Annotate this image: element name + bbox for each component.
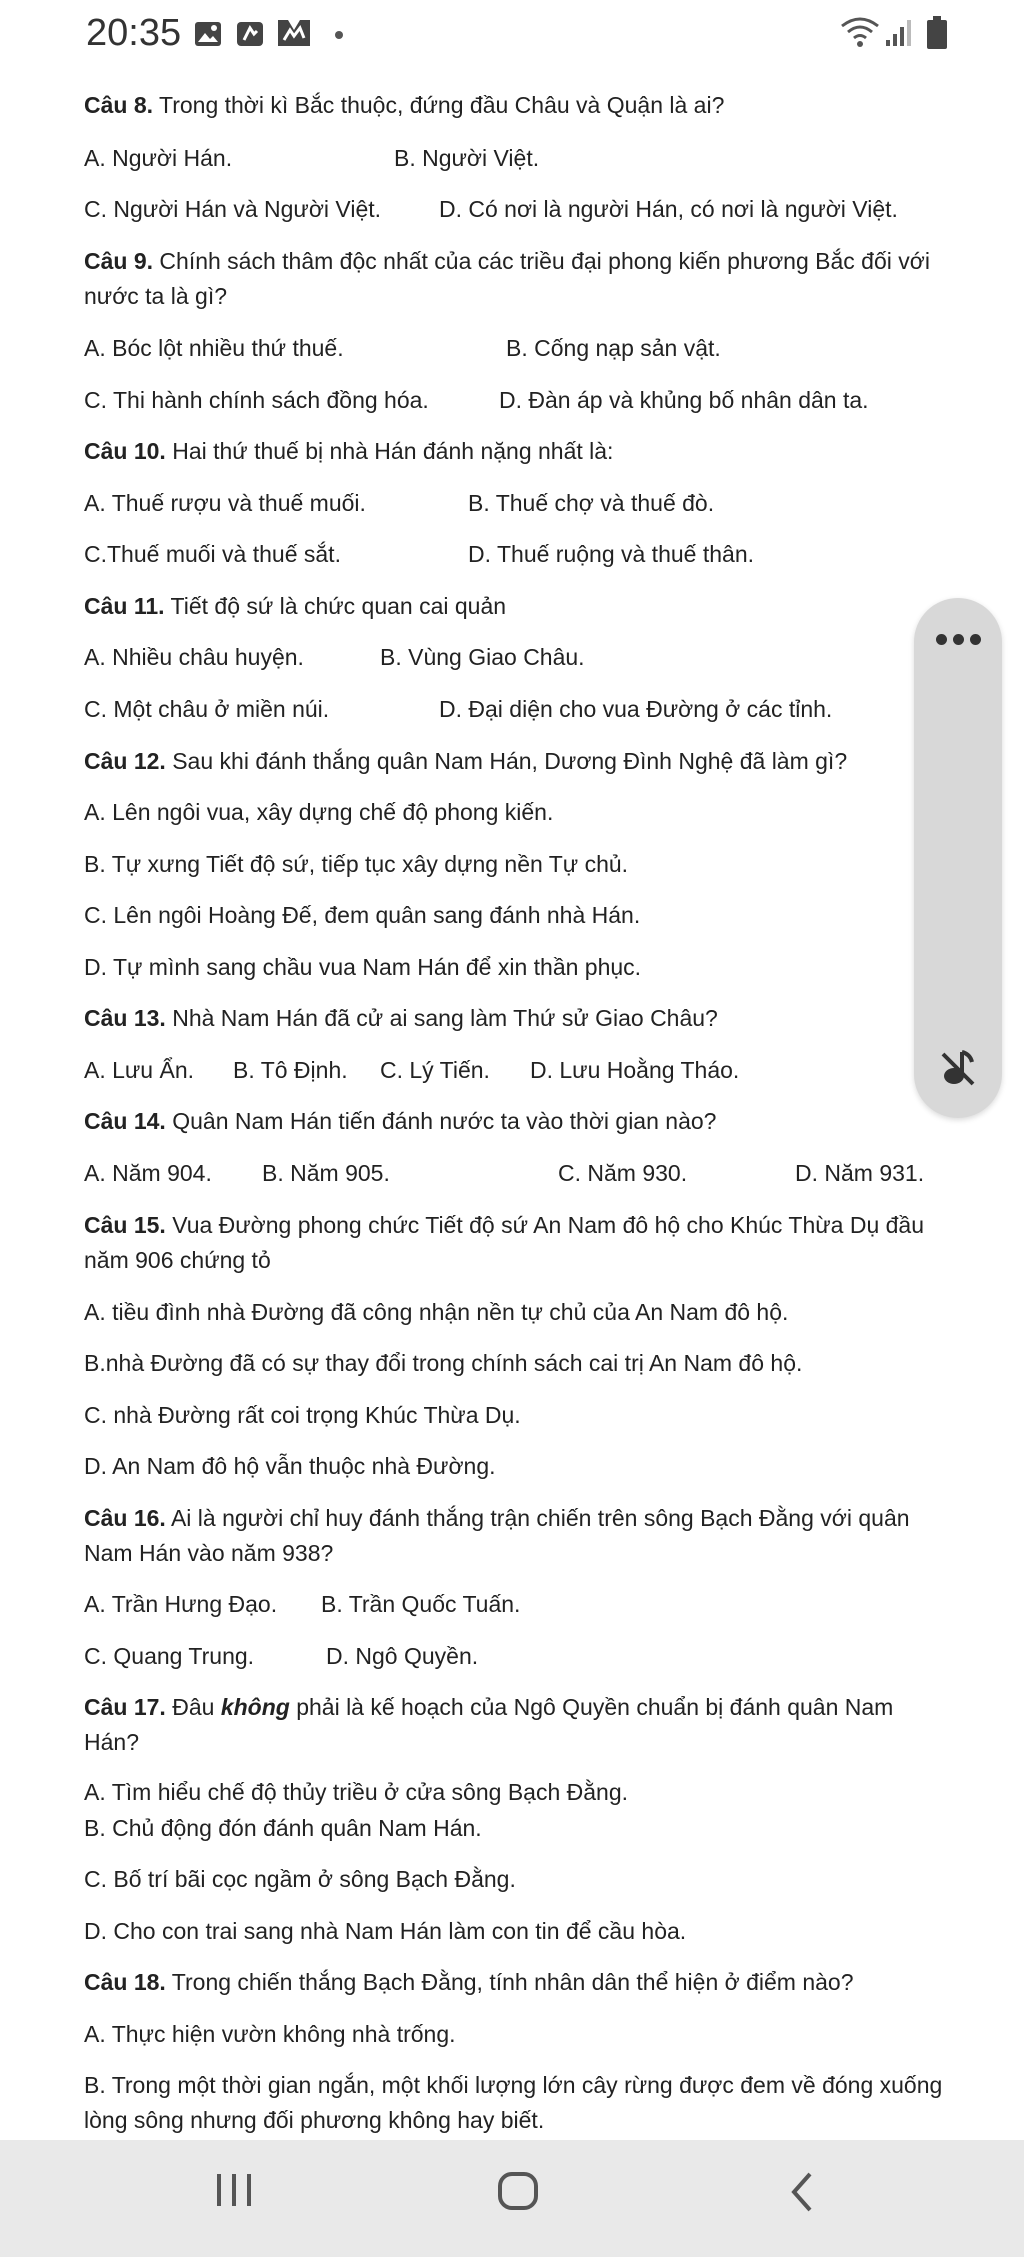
back-icon[interactable] [788,2170,818,2214]
answer-option[interactable]: D. Năm 931. [795,1160,925,1186]
answer-option[interactable]: B.nhà Đường đã có sự thay đổi trong chính sách cai trị An Nam đô hộ. [84,1350,803,1376]
answer-option[interactable]: C. Một châu ở miền núi. [84,696,330,722]
signal-icon [884,18,914,48]
question-12: Câu 12. Sau khi đánh thắng quân Nam Hán, Dương Đình Nghệ đã làm gì? [84,748,848,774]
question-8: Câu 8. Trong thời kì Bắc thuộc, đứng đầu Châu và Quận là ai? [84,92,725,118]
answer-option[interactable]: A. Trần Hưng Đạo. [84,1591,278,1617]
answer-option[interactable]: A. Người Hán. [84,145,233,171]
answer-option[interactable]: B. Người Việt. [394,145,540,171]
question-13: Câu 13. Nhà Nam Hán đã cử ai sang làm Thứ sử Giao Châu? [84,1005,718,1031]
answer-option[interactable]: B. Tô Định. [233,1057,348,1083]
answer-option[interactable]: B. Cống nạp sản vật. [506,335,721,361]
answer-option[interactable]: B. Tự xưng Tiết độ sứ, tiếp tục xây dựng nền Tự chủ. [84,851,629,877]
answer-option-cont: lòng sông nhưng đối phương không hay biết. [84,2107,545,2133]
answer-option[interactable]: D. Thuế ruộng và thuế thân. [468,541,754,567]
status-bar [0,0,1024,70]
answer-option[interactable]: A. Lên ngôi vua, xây dựng chế độ phong kiến. [84,799,554,825]
question-11: Câu 11. Tiết độ sứ là chức quan cai quản [84,593,507,619]
dot-icon [334,30,344,40]
answer-option[interactable]: D. Tự mình sang chầu vua Nam Hán để xin thần phục. [84,954,642,980]
more-icon[interactable] [936,634,982,646]
question-10: Câu 10. Hai thứ thuế bị nhà Hán đánh nặng nhất là: [84,438,614,464]
navigation-bar [0,2140,1024,2257]
app-icon [236,20,264,48]
wifi-icon [840,16,880,50]
question-9-cont: nước ta là gì? [84,283,227,309]
answer-option[interactable]: C. Lên ngôi Hoàng Đế, đem quân sang đánh nhà Hán. [84,902,641,928]
answer-option[interactable]: A. Tìm hiểu chế độ thủy triều ở cửa sông Bạch Đằng. [84,1779,629,1805]
answer-option[interactable]: C. Thi hành chính sách đồng hóa. [84,387,429,413]
answer-option[interactable]: A. Thực hiện vườn không nhà trống. [84,2021,456,2047]
question-16: Câu 16. Ai là người chỉ huy đánh thắng trận chiến trên sông Bạch Đằng với quân [84,1505,910,1531]
answer-option[interactable]: A. Bóc lột nhiều thứ thuế. [84,335,344,361]
messenger-icon [276,16,312,50]
home-icon[interactable] [496,2170,540,2214]
answer-option[interactable]: C. Người Hán và Người Việt. [84,196,382,222]
question-18: Câu 18. Trong chiến thắng Bạch Đằng, tính nhân dân thể hiện ở điểm nào? [84,1969,854,1995]
question-15-cont: năm 906 chứng tỏ [84,1247,271,1273]
answer-option[interactable]: B. Trong một thời gian ngắn, một khối lượng lớn cây rừng được đem về đóng xuống [84,2072,943,2098]
status-time: 20:35 [86,12,182,54]
answer-option[interactable]: C. Quang Trung. [84,1643,255,1669]
answer-option[interactable]: A. Lưu Ẩn. [84,1057,195,1083]
floating-side-panel[interactable] [914,598,1002,1118]
mute-icon[interactable] [940,1048,976,1088]
answer-option[interactable]: D. Có nơi là người Hán, có nơi là người Việt. [439,196,898,222]
question-15: Câu 15. Vua Đường phong chức Tiết độ sứ An Nam đô hộ cho Khúc Thừa Dụ đầu [84,1212,924,1238]
answer-option[interactable]: C. nhà Đường rất coi trọng Khúc Thừa Dụ. [84,1402,521,1428]
question-17-cont: Hán? [84,1729,139,1755]
answer-option[interactable]: B. Trần Quốc Tuấn. [321,1591,521,1617]
question-16-cont: Nam Hán vào năm 938? [84,1540,334,1566]
answer-option[interactable]: C. Bố trí bãi cọc ngầm ở sông Bạch Đằng. [84,1866,516,1892]
answer-option[interactable]: D. Đàn áp và khủng bố nhân dân ta. [499,387,869,413]
answer-option[interactable]: C.Thuế muối và thuế sắt. [84,541,341,567]
answer-option[interactable]: D. Cho con trai sang nhà Nam Hán làm con tin để cầu hòa. [84,1918,687,1944]
answer-option[interactable]: B. Năm 905. [262,1160,390,1186]
battery-icon [926,16,948,50]
answer-option[interactable]: B. Vùng Giao Châu. [380,644,585,670]
answer-option[interactable]: D. Lưu Hoằng Tháo. [530,1057,740,1083]
answer-option[interactable]: D. Ngô Quyền. [326,1643,479,1669]
recent-apps-icon[interactable] [213,2170,255,2210]
answer-option[interactable]: D. An Nam đô hộ vẫn thuộc nhà Đường. [84,1453,496,1479]
question-9: Câu 9. Chính sách thâm độc nhất của các triều đại phong kiến phương Bắc đối với [84,248,930,274]
answer-option[interactable]: C. Năm 930. [558,1160,688,1186]
question-17: Câu 17. Đâu không phải là kế hoạch của Ngô Quyền chuẩn bị đánh quân Nam [84,1694,894,1720]
answer-option[interactable]: C. Lý Tiến. [380,1057,490,1083]
answer-option[interactable]: A. Nhiều châu huyện. [84,644,304,670]
answer-option[interactable]: A. Năm 904. [84,1160,212,1186]
question-14: Câu 14. Quân Nam Hán tiến đánh nước ta vào thời gian nào? [84,1108,717,1134]
answer-option[interactable]: B. Chủ động đón đánh quân Nam Hán. [84,1815,482,1841]
gallery-icon [194,20,222,48]
answer-option[interactable]: A. tiều đình nhà Đường đã công nhận nền tự chủ của An Nam đô hộ. [84,1299,789,1325]
answer-option[interactable]: A. Thuế rượu và thuế muối. [84,490,366,516]
answer-option[interactable]: B. Thuế chợ và thuế đò. [468,490,715,516]
answer-option[interactable]: D. Đại diện cho vua Đường ở các tỉnh. [439,696,833,722]
